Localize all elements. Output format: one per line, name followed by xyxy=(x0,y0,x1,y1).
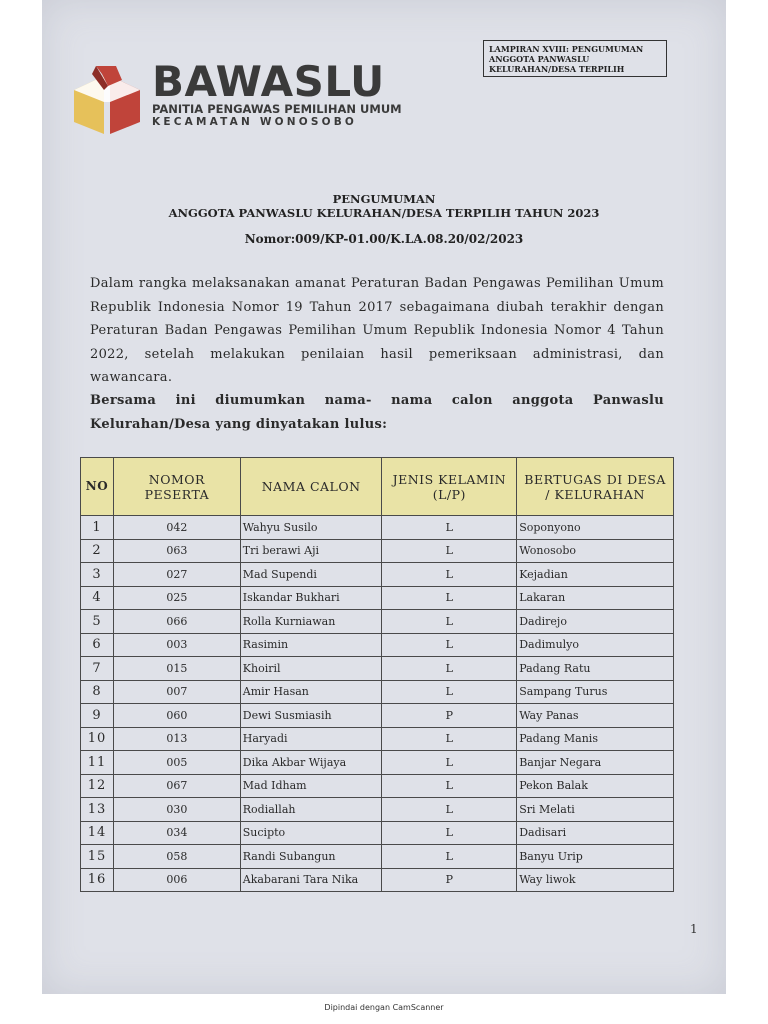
cell-no: 8 xyxy=(81,680,114,704)
logo-subtitle-2: KECAMATAN WONOSOBO xyxy=(152,116,358,128)
table-row xyxy=(81,868,674,892)
cell-jenis-kelamin: L xyxy=(382,727,517,751)
scanned-page xyxy=(42,0,726,994)
cell-jenis-kelamin: L xyxy=(382,821,517,845)
header-bertugas: BERTUGAS DI DESA / KELURAHAN xyxy=(517,458,674,516)
cell-desa: Wonosobo xyxy=(517,539,674,563)
cell-no: 2 xyxy=(81,539,114,563)
header-nama-calon: NAMA CALON xyxy=(240,458,382,516)
table-row xyxy=(81,610,674,634)
cell-no: 7 xyxy=(81,657,114,681)
cell-desa: Padang Ratu xyxy=(517,657,674,681)
table-row xyxy=(81,774,674,798)
cell-no: 1 xyxy=(81,516,114,540)
cell-nomor-peserta: 067 xyxy=(113,774,240,798)
cell-no: 16 xyxy=(81,868,114,892)
cell-no: 12 xyxy=(81,774,114,798)
table-row xyxy=(81,680,674,704)
document-number: Nomor:009/KP-01.00/K.LA.08.20/02/2023 xyxy=(244,232,524,246)
cell-nama-calon: Mad Idham xyxy=(240,774,382,798)
cell-nama-calon: Dewi Susmiasih xyxy=(240,704,382,728)
cell-nomor-peserta: 015 xyxy=(113,657,240,681)
table-row xyxy=(81,633,674,657)
cell-no: 4 xyxy=(81,586,114,610)
cell-nomor-peserta: 063 xyxy=(113,539,240,563)
cell-desa: Sri Melati xyxy=(517,798,674,822)
table-row xyxy=(81,704,674,728)
cell-jenis-kelamin: L xyxy=(382,610,517,634)
cell-desa: Lakaran xyxy=(517,586,674,610)
cell-jenis-kelamin: L xyxy=(382,539,517,563)
cell-jenis-kelamin: L xyxy=(382,798,517,822)
cell-nama-calon: Akabarani Tara Nika xyxy=(240,868,382,892)
cell-nama-calon: Dika Akbar Wijaya xyxy=(240,751,382,775)
bawaslu-emblem-icon xyxy=(66,56,150,140)
cell-no: 14 xyxy=(81,821,114,845)
logo-subtitle-1: PANITIA PENGAWAS PEMILIHAN UMUM xyxy=(152,102,402,116)
cell-jenis-kelamin: P xyxy=(382,868,517,892)
table-row xyxy=(81,516,674,540)
cell-nama-calon: Randi Subangun xyxy=(240,845,382,869)
cell-nomor-peserta: 013 xyxy=(113,727,240,751)
cell-nomor-peserta: 007 xyxy=(113,680,240,704)
document-subtitle: ANGGOTA PANWASLU KELURAHAN/DESA TERPILIH TAHUN 2023 xyxy=(168,206,600,220)
table-row xyxy=(81,563,674,587)
cell-no: 5 xyxy=(81,610,114,634)
table-row xyxy=(81,586,674,610)
cell-desa: Sampang Turus xyxy=(517,680,674,704)
table-row xyxy=(81,539,674,563)
cell-nomor-peserta: 042 xyxy=(113,516,240,540)
cell-desa: Soponyono xyxy=(517,516,674,540)
table-row xyxy=(81,751,674,775)
cell-nomor-peserta: 006 xyxy=(113,868,240,892)
cell-jenis-kelamin: L xyxy=(382,516,517,540)
table-row xyxy=(81,657,674,681)
cell-nomor-peserta: 003 xyxy=(113,633,240,657)
table-body xyxy=(81,516,674,892)
attachment-line-3: KELURAHAN/DESA TERPILIH xyxy=(489,64,625,74)
cell-jenis-kelamin: L xyxy=(382,751,517,775)
table-row xyxy=(81,727,674,751)
cell-desa: Dadimulyo xyxy=(517,633,674,657)
cell-desa: Kejadian xyxy=(517,563,674,587)
cell-jenis-kelamin: L xyxy=(382,845,517,869)
cell-desa: Dadisari xyxy=(517,821,674,845)
cell-jenis-kelamin: L xyxy=(382,563,517,587)
body-paragraph: Dalam rangka melaksanakan amanat Peraturan Badan Pengawas Pemilihan Umum Republik Indonesia Nomor 19 Tahun 2017 sebagaimana diubah terakhir dengan Peraturan Badan Pengawas Pemilihan Umum Republik Indonesia Nomor 4 Tahun 2022, setelah melakukan penilaian hasil pemeriksaan administrasi, dan wawancara. xyxy=(90,276,664,385)
cell-no: 9 xyxy=(81,704,114,728)
cell-nama-calon: Rolla Kurniawan xyxy=(240,610,382,634)
cell-nama-calon: Khoiril xyxy=(240,657,382,681)
logo-name: BAWASLU xyxy=(152,57,385,106)
cell-jenis-kelamin: L xyxy=(382,680,517,704)
cell-nama-calon: Rasimin xyxy=(240,633,382,657)
scanner-footer: Dipindai dengan CamScanner xyxy=(324,1003,444,1012)
cell-no: 15 xyxy=(81,845,114,869)
cell-nomor-peserta: 060 xyxy=(113,704,240,728)
cell-jenis-kelamin: L xyxy=(382,774,517,798)
table-row xyxy=(81,798,674,822)
cell-no: 6 xyxy=(81,633,114,657)
cell-desa: Way liwok xyxy=(517,868,674,892)
page-number: 1 xyxy=(690,922,698,936)
cell-desa: Way Panas xyxy=(517,704,674,728)
cell-desa: Dadirejo xyxy=(517,610,674,634)
cell-nomor-peserta: 058 xyxy=(113,845,240,869)
cell-no: 3 xyxy=(81,563,114,587)
cell-nomor-peserta: 034 xyxy=(113,821,240,845)
cell-nama-calon: Tri berawi Aji xyxy=(240,539,382,563)
cell-nama-calon: Mad Supendi xyxy=(240,563,382,587)
cell-no: 11 xyxy=(81,751,114,775)
cell-nomor-peserta: 066 xyxy=(113,610,240,634)
cell-nama-calon: Sucipto xyxy=(240,821,382,845)
cell-jenis-kelamin: P xyxy=(382,704,517,728)
table-header-row xyxy=(81,458,674,516)
announcement-paragraph: Bersama ini diumumkan nama- nama calon anggota Panwaslu Kelurahan/Desa yang dinyatakan lulus: xyxy=(90,393,664,432)
cell-jenis-kelamin: L xyxy=(382,586,517,610)
cell-nomor-peserta: 025 xyxy=(113,586,240,610)
document-title: PENGUMUMAN xyxy=(332,192,436,206)
header-no: NO xyxy=(81,458,114,516)
cell-nama-calon: Wahyu Susilo xyxy=(240,516,382,540)
cell-desa: Banjar Negara xyxy=(517,751,674,775)
cell-nomor-peserta: 027 xyxy=(113,563,240,587)
cell-nama-calon: Iskandar Bukhari xyxy=(240,586,382,610)
cell-jenis-kelamin: L xyxy=(382,657,517,681)
cell-nomor-peserta: 030 xyxy=(113,798,240,822)
cell-jenis-kelamin: L xyxy=(382,633,517,657)
table-row xyxy=(81,845,674,869)
cell-desa: Banyu Urip xyxy=(517,845,674,869)
attachment-line-1: LAMPIRAN XVIII: PENGUMUMAN xyxy=(489,44,644,54)
results-table xyxy=(80,457,674,892)
cell-no: 10 xyxy=(81,727,114,751)
cell-desa: Padang Manis xyxy=(517,727,674,751)
cell-nama-calon: Haryadi xyxy=(240,727,382,751)
cell-nama-calon: Rodiallah xyxy=(240,798,382,822)
header-nomor-peserta: NOMOR PESERTA xyxy=(113,458,240,516)
cell-no: 13 xyxy=(81,798,114,822)
cell-nomor-peserta: 005 xyxy=(113,751,240,775)
attachment-label-box xyxy=(483,40,667,77)
attachment-line-2: ANGGOTA PANWASLU xyxy=(489,54,590,64)
header-jenis-kelamin: JENIS KELAMIN (L/P) xyxy=(382,458,517,516)
cell-nama-calon: Amir Hasan xyxy=(240,680,382,704)
table-row xyxy=(81,821,674,845)
cell-desa: Pekon Balak xyxy=(517,774,674,798)
